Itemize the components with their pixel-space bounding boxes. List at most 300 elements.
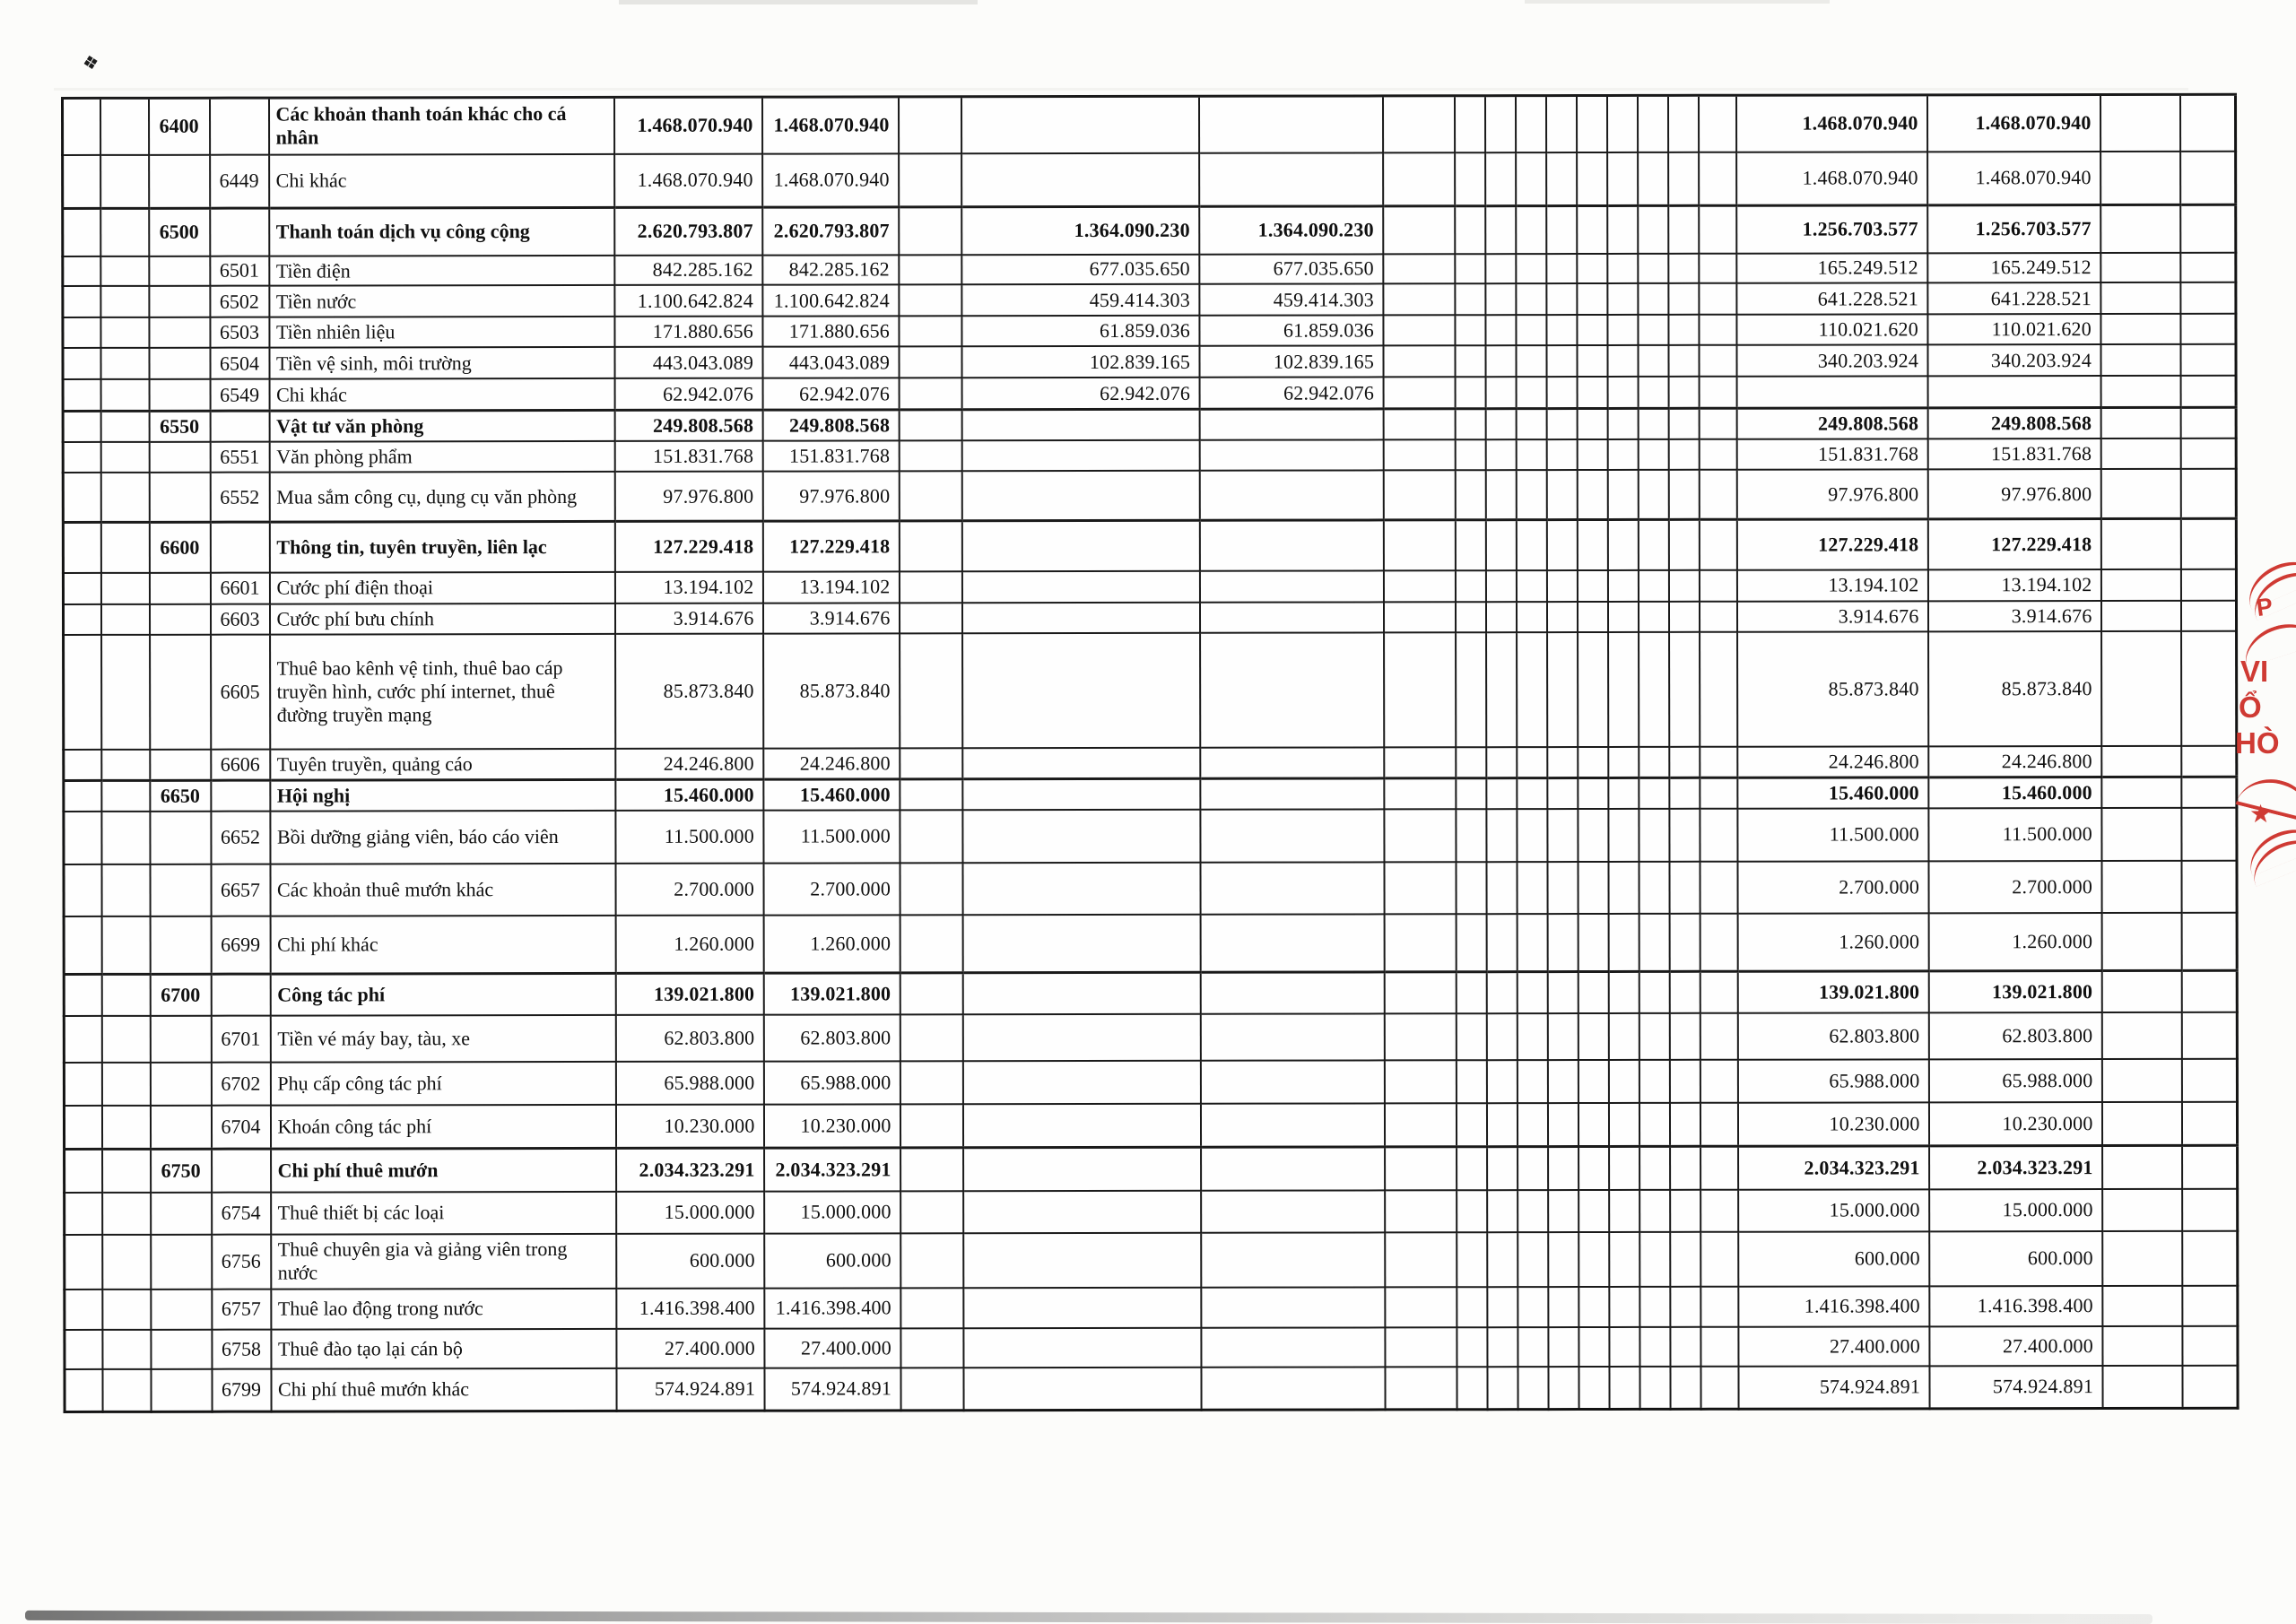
- cell-empty-narrow: [1485, 378, 1516, 409]
- cell-description: Bồi dưỡng giảng viên, báo cáo viên: [270, 811, 615, 864]
- cell-empty-narrow: [1700, 1231, 1738, 1286]
- cell-sub-code: 6754: [212, 1192, 271, 1234]
- cell-amount: 2.034.323.291: [764, 1148, 900, 1191]
- cell-empty-narrow: [1485, 409, 1516, 440]
- cell-empty: [1385, 1232, 1457, 1287]
- table-row: [64, 860, 2237, 916]
- cell-empty: [899, 153, 961, 207]
- cell-empty-narrow: [1546, 345, 1577, 377]
- cell-amount: 249.808.568: [614, 410, 762, 441]
- cell-empty-narrow: [1546, 520, 1577, 570]
- cell-empty-narrow: [1546, 377, 1577, 408]
- cell-empty: [2101, 1102, 2181, 1146]
- cell-empty: [899, 440, 961, 471]
- cell-sub-code: 6652: [211, 811, 270, 864]
- cell-empty: [2182, 1145, 2238, 1188]
- cell-empty-narrow: [1456, 632, 1486, 747]
- cell-empty: [63, 98, 100, 154]
- corner-mark: ❖: [80, 50, 102, 75]
- cell-empty-narrow: [1577, 253, 1607, 283]
- cell-empty-narrow: [1699, 377, 1736, 408]
- cell-empty: [899, 207, 961, 255]
- cell-sub-code: 6758: [212, 1329, 271, 1368]
- cell-empty: [2101, 971, 2181, 1012]
- cell-empty-narrow: [1639, 747, 1669, 778]
- cell-amount: [961, 440, 1199, 471]
- cell-empty-narrow: [1548, 1367, 1578, 1410]
- cell-amount: [1736, 377, 1927, 408]
- cell-empty-narrow: [1639, 1367, 1670, 1410]
- cell-amount: 1.468.070.940: [1926, 95, 2100, 152]
- cell-amount: 65.988.000: [763, 1061, 900, 1104]
- cell-empty-narrow: [1639, 914, 1669, 972]
- cell-empty: [100, 473, 149, 523]
- cell-empty: [900, 633, 962, 748]
- cell-empty-narrow: [1609, 1287, 1639, 1327]
- scan-smudge: [54, 88, 2188, 91]
- cell-empty: [1383, 378, 1455, 409]
- cell-amount: [1201, 1190, 1385, 1232]
- cell-amount: 139.021.800: [1928, 971, 2101, 1012]
- cell-empty-narrow: [1607, 408, 1638, 439]
- cell-amount: 24.246.800: [1928, 746, 2101, 777]
- cell-empty-narrow: [1485, 520, 1516, 570]
- cell-empty-narrow: [1699, 345, 1736, 377]
- cell-amount: [1201, 1147, 1385, 1190]
- cell-empty: [63, 348, 100, 379]
- cell-amount: [1200, 862, 1384, 914]
- cell-description: Chi phí thuê mướn khác: [271, 1368, 616, 1412]
- cell-empty-narrow: [1609, 1367, 1639, 1410]
- cell-empty-narrow: [1548, 1190, 1578, 1232]
- cell-empty-narrow: [1609, 1147, 1639, 1190]
- cell-amount: 61.859.036: [1199, 316, 1383, 346]
- cell-description: Cước phí bưu chính: [269, 604, 614, 635]
- cell-amount: 139.021.800: [615, 973, 763, 1014]
- cell-empty-narrow: [1546, 254, 1577, 284]
- cell-amount: [961, 96, 1199, 152]
- cell-empty: [100, 573, 149, 604]
- cell-empty: [63, 573, 100, 604]
- cell-amount: 2.700.000: [1928, 861, 2101, 913]
- cell-empty-narrow: [1638, 315, 1668, 345]
- cell-empty-narrow: [1517, 1103, 1547, 1147]
- cell-amount: [1199, 520, 1383, 570]
- cell-empty-narrow: [1670, 1231, 1700, 1286]
- cell-empty: [900, 1368, 963, 1411]
- cell-amount: 574.924.891: [1929, 1366, 2102, 1409]
- cell-empty: [2100, 282, 2180, 314]
- table-row: [65, 1365, 2238, 1411]
- cell-empty-narrow: [1639, 1190, 1670, 1232]
- cell-amount: 102.839.165: [1199, 346, 1383, 378]
- cell-description: Chi khác: [269, 153, 614, 208]
- table-row: [63, 252, 2236, 286]
- cell-amount: 171.880.656: [614, 317, 762, 347]
- cell-amount: 600.000: [1929, 1231, 2102, 1286]
- cell-empty-narrow: [1485, 470, 1516, 520]
- cell-empty-narrow: [1669, 1059, 1700, 1102]
- table-row: [63, 344, 2236, 379]
- cell-group-code: [151, 1192, 212, 1234]
- cell-amount: [1927, 376, 2100, 407]
- cell-amount: 2.620.793.807: [762, 207, 899, 255]
- cell-empty-narrow: [1455, 254, 1485, 284]
- cell-amount: 24.246.800: [615, 748, 763, 779]
- cell-empty: [100, 286, 149, 317]
- cell-empty-narrow: [1516, 206, 1546, 254]
- cell-empty-narrow: [1699, 283, 1736, 315]
- cell-group-code: [150, 1062, 211, 1105]
- cell-empty: [1384, 914, 1456, 972]
- cell-amount: [962, 972, 1200, 1013]
- cell-empty-narrow: [1547, 972, 1578, 1013]
- cell-empty: [65, 1235, 102, 1290]
- cell-empty-narrow: [1456, 914, 1486, 972]
- stamp-star-icon: ★: [2249, 800, 2273, 828]
- table-row: [64, 746, 2237, 781]
- cell-sub-code: 6503: [210, 317, 269, 348]
- cell-amount: 61.859.036: [961, 316, 1199, 346]
- cell-empty-narrow: [1699, 253, 1736, 283]
- table-row: [63, 407, 2236, 442]
- cell-group-code: [151, 1329, 212, 1368]
- cell-amount: [1200, 914, 1384, 972]
- cell-empty-narrow: [1639, 1327, 1670, 1367]
- table-row: [63, 94, 2236, 154]
- cell-empty: [65, 1330, 102, 1369]
- cell-empty-narrow: [1669, 971, 1700, 1012]
- cell-empty: [900, 1328, 963, 1368]
- cell-empty-narrow: [1456, 777, 1486, 809]
- cell-empty-narrow: [1700, 632, 1737, 747]
- cell-empty: [64, 1063, 101, 1106]
- cell-empty-narrow: [1578, 1327, 1609, 1367]
- cell-empty: [101, 864, 150, 916]
- cell-empty: [1385, 1287, 1457, 1327]
- cell-empty-narrow: [1455, 520, 1485, 570]
- cell-empty-narrow: [1455, 470, 1485, 520]
- cell-group-code: [149, 442, 210, 473]
- cell-empty-narrow: [1518, 1232, 1548, 1287]
- cell-empty-narrow: [1699, 602, 1736, 632]
- cell-empty-narrow: [1607, 602, 1638, 632]
- cell-empty-narrow: [1607, 283, 1638, 315]
- cell-empty: [100, 523, 149, 573]
- table-row: [65, 1325, 2238, 1368]
- cell-description: Thuê chuyên gia và giảng viên trong nước: [271, 1234, 616, 1290]
- cell-amount: 15.460.000: [1928, 777, 2101, 808]
- cell-amount: [963, 1367, 1201, 1410]
- cell-amount: 85.873.840: [615, 633, 763, 748]
- cell-sub-code: 6552: [210, 472, 269, 522]
- cell-amount: 13.194.102: [1927, 569, 2100, 601]
- cell-empty: [63, 379, 100, 411]
- cell-empty: [1383, 520, 1455, 570]
- cell-empty-narrow: [1547, 862, 1578, 914]
- cell-sub-code: 6701: [211, 1015, 270, 1062]
- cell-empty-narrow: [1699, 315, 1736, 345]
- cell-empty: [100, 98, 149, 154]
- cell-amount: [1200, 1060, 1384, 1103]
- cell-group-code: [149, 256, 210, 286]
- cell-empty-narrow: [1607, 377, 1638, 408]
- cell-amount: [1199, 152, 1383, 206]
- cell-empty-narrow: [1487, 1367, 1518, 1410]
- cell-empty-narrow: [1668, 602, 1699, 632]
- cell-group-code: [149, 473, 210, 523]
- cell-amount: 600.000: [616, 1233, 764, 1288]
- cell-amount: [1199, 602, 1383, 632]
- cell-empty: [2182, 1365, 2238, 1408]
- cell-empty: [1383, 409, 1455, 440]
- cell-description: Hội nghị: [270, 779, 615, 811]
- cell-amount: 10.230.000: [615, 1104, 763, 1148]
- table-row: [63, 569, 2236, 604]
- cell-empty-narrow: [1456, 747, 1486, 778]
- cell-amount: 85.873.840: [1928, 631, 2101, 746]
- cell-empty-narrow: [1487, 1147, 1518, 1190]
- cell-empty-narrow: [1700, 1326, 1738, 1366]
- cell-amount: 127.229.418: [1736, 519, 1927, 569]
- cell-empty-narrow: [1607, 253, 1638, 283]
- cell-empty: [1383, 346, 1455, 378]
- cell-empty-narrow: [1670, 1286, 1700, 1326]
- table-row: [65, 1188, 2238, 1234]
- cell-empty: [2100, 469, 2180, 519]
- cell-empty: [2181, 1058, 2237, 1101]
- cell-empty-narrow: [1456, 1060, 1486, 1103]
- table-row: [63, 519, 2236, 573]
- cell-empty-narrow: [1548, 1287, 1578, 1327]
- cell-amount: 13.194.102: [614, 571, 762, 603]
- cell-empty: [2180, 376, 2236, 407]
- cell-empty: [2180, 407, 2236, 439]
- cell-group-code: [149, 573, 210, 604]
- cell-amount: 62.942.076: [614, 378, 762, 410]
- scan-bottom-bar: [25, 1611, 2152, 1624]
- cell-amount: 15.000.000: [1929, 1189, 2102, 1231]
- cell-amount: [1199, 409, 1383, 440]
- cell-amount: 62.803.800: [1737, 1012, 1928, 1059]
- cell-amount: 2.034.323.291: [1738, 1146, 1929, 1189]
- cell-empty: [100, 256, 149, 286]
- cell-sub-code: 6799: [212, 1368, 271, 1411]
- table-row: [63, 439, 2236, 473]
- cell-empty: [64, 780, 101, 812]
- table-row: [63, 314, 2236, 348]
- cell-amount: [1200, 1013, 1384, 1060]
- cell-empty-narrow: [1638, 205, 1668, 253]
- cell-empty-narrow: [1669, 777, 1700, 809]
- cell-amount: 1.468.070.940: [1736, 152, 1927, 205]
- cell-empty: [899, 347, 961, 378]
- cell-empty-narrow: [1608, 862, 1639, 914]
- cell-empty-narrow: [1638, 377, 1668, 408]
- cell-empty: [2182, 1325, 2238, 1365]
- cell-empty-narrow: [1668, 205, 1699, 253]
- cell-empty-narrow: [1639, 972, 1669, 1013]
- cell-empty: [1383, 152, 1455, 206]
- cell-empty: [1384, 1103, 1456, 1147]
- cell-empty: [1383, 96, 1455, 152]
- cell-amount: 1.468.070.940: [614, 153, 762, 207]
- cell-empty: [102, 1192, 151, 1234]
- cell-amount: 127.229.418: [614, 521, 762, 571]
- cell-empty: [1384, 1013, 1456, 1060]
- cell-empty: [2101, 1059, 2181, 1102]
- cell-empty-narrow: [1577, 345, 1607, 377]
- cell-amount: 600.000: [1738, 1231, 1929, 1286]
- cell-amount: 15.000.000: [1738, 1189, 1929, 1231]
- cell-empty-narrow: [1457, 1287, 1487, 1327]
- cell-description: Văn phòng phẩm: [269, 441, 614, 473]
- cell-amount: [1201, 1367, 1385, 1410]
- cell-amount: 3.914.676: [1736, 601, 1927, 631]
- cell-amount: 62.803.800: [615, 1014, 763, 1061]
- cell-empty: [2182, 1230, 2238, 1285]
- cell-amount: [1201, 1327, 1385, 1367]
- cell-empty: [899, 378, 961, 410]
- table-row: [64, 777, 2237, 812]
- cell-description: Tuyên truyền, quảng cáo: [270, 749, 615, 780]
- cell-amount: 24.246.800: [1737, 746, 1928, 777]
- cell-group-code: [151, 1368, 212, 1411]
- cell-empty-narrow: [1518, 1147, 1548, 1190]
- cell-empty-narrow: [1455, 346, 1485, 378]
- cell-empty-narrow: [1485, 152, 1516, 206]
- cell-empty-narrow: [1668, 377, 1699, 408]
- cell-empty: [100, 208, 149, 256]
- cell-group-code: 6550: [149, 411, 210, 442]
- cell-empty: [900, 1233, 963, 1288]
- cell-empty-narrow: [1546, 439, 1577, 470]
- cell-empty: [2180, 344, 2236, 376]
- cell-empty: [64, 864, 101, 916]
- cell-empty-narrow: [1607, 439, 1638, 470]
- cell-amount: 151.831.768: [614, 440, 762, 471]
- cell-empty-narrow: [1700, 913, 1737, 971]
- table-row: [63, 601, 2236, 635]
- cell-group-code: [149, 317, 210, 348]
- cell-empty: [2181, 807, 2237, 860]
- cell-amount: [962, 633, 1200, 748]
- table-row: [64, 1012, 2237, 1062]
- cell-empty: [65, 1150, 102, 1193]
- cell-empty-narrow: [1668, 283, 1699, 315]
- cell-empty: [2181, 970, 2237, 1012]
- cell-amount: 13.194.102: [1736, 569, 1927, 601]
- cell-description: Tiền điện: [269, 255, 614, 286]
- cell-empty-narrow: [1577, 205, 1607, 253]
- stamp-text: HÒ: [2235, 726, 2280, 760]
- cell-empty-narrow: [1485, 602, 1516, 632]
- cell-amount: 677.035.650: [1199, 254, 1383, 284]
- cell-sub-code: 6449: [210, 154, 269, 208]
- cell-group-code: 6400: [149, 98, 210, 154]
- cell-empty: [101, 1063, 150, 1106]
- cell-empty: [2180, 519, 2236, 569]
- cell-amount: 65.988.000: [615, 1061, 763, 1104]
- cell-empty-narrow: [1668, 253, 1699, 283]
- cell-empty: [100, 442, 149, 473]
- cell-amount: [962, 1103, 1200, 1147]
- cell-empty: [1384, 972, 1456, 1013]
- cell-empty: [2100, 601, 2180, 631]
- cell-amount: 97.976.800: [1736, 469, 1927, 519]
- cell-empty-narrow: [1608, 777, 1639, 809]
- cell-empty: [2101, 631, 2181, 746]
- cell-sub-code: 6606: [211, 749, 270, 780]
- cell-empty-narrow: [1517, 972, 1547, 1013]
- cell-description: Tiền nhiên liệu: [269, 317, 614, 348]
- cell-empty-narrow: [1700, 1366, 1738, 1409]
- cell-empty-narrow: [1486, 862, 1517, 914]
- cell-empty-narrow: [1546, 284, 1577, 316]
- cell-empty-narrow: [1607, 520, 1638, 570]
- cell-empty: [1385, 1147, 1457, 1190]
- cell-amount: [962, 1013, 1200, 1060]
- cell-empty-narrow: [1700, 1189, 1738, 1231]
- cell-group-code: 6600: [149, 523, 210, 573]
- cell-empty: [2100, 439, 2180, 469]
- cell-empty: [1384, 778, 1456, 810]
- cell-empty: [2180, 569, 2236, 601]
- cell-empty-narrow: [1639, 1060, 1669, 1103]
- cell-amount: 27.400.000: [616, 1328, 764, 1368]
- cell-empty-narrow: [1486, 632, 1517, 747]
- cell-description: Thuê lao động trong nước: [271, 1289, 616, 1330]
- cell-amount: 3.914.676: [762, 603, 899, 633]
- cell-empty-narrow: [1669, 1012, 1700, 1059]
- cell-empty-narrow: [1638, 520, 1668, 570]
- cell-empty: [2102, 1326, 2182, 1366]
- cell-empty-narrow: [1485, 206, 1516, 254]
- cell-group-code: [151, 1289, 212, 1329]
- cell-empty: [2101, 1012, 2181, 1059]
- cell-empty-narrow: [1517, 1060, 1547, 1103]
- cell-empty: [899, 603, 961, 633]
- cell-amount: 62.942.076: [1199, 378, 1383, 409]
- cell-amount: 249.808.568: [1927, 407, 2100, 439]
- cell-empty: [899, 285, 961, 317]
- cell-sub-code: 6605: [211, 634, 270, 749]
- table-row: [64, 631, 2237, 750]
- cell-group-code: [149, 379, 210, 411]
- cell-sub-code: 6704: [211, 1105, 270, 1149]
- cell-description: Vật tư văn phòng: [269, 410, 614, 441]
- cell-amount: 1.260.000: [615, 915, 763, 973]
- cell-description: Phụ cấp công tác phí: [270, 1062, 615, 1106]
- cell-sub-code: 6504: [210, 348, 269, 379]
- cell-amount: 1.256.703.577: [1927, 205, 2100, 253]
- cell-empty-narrow: [1669, 747, 1700, 778]
- cell-empty-narrow: [1517, 632, 1547, 747]
- cell-empty-narrow: [1578, 1190, 1609, 1232]
- cell-group-code: [151, 1234, 212, 1289]
- cell-amount: 15.460.000: [615, 779, 763, 811]
- cell-empty: [2181, 631, 2237, 746]
- cell-amount: [961, 409, 1199, 440]
- cell-empty: [2100, 569, 2180, 601]
- cell-empty: [2181, 777, 2237, 808]
- cell-empty: [2101, 808, 2181, 861]
- cell-empty-narrow: [1608, 1013, 1639, 1060]
- cell-group-code: [150, 749, 211, 780]
- cell-sub-code: 6601: [210, 572, 269, 604]
- cell-empty: [65, 1290, 102, 1330]
- table-row: [64, 807, 2237, 864]
